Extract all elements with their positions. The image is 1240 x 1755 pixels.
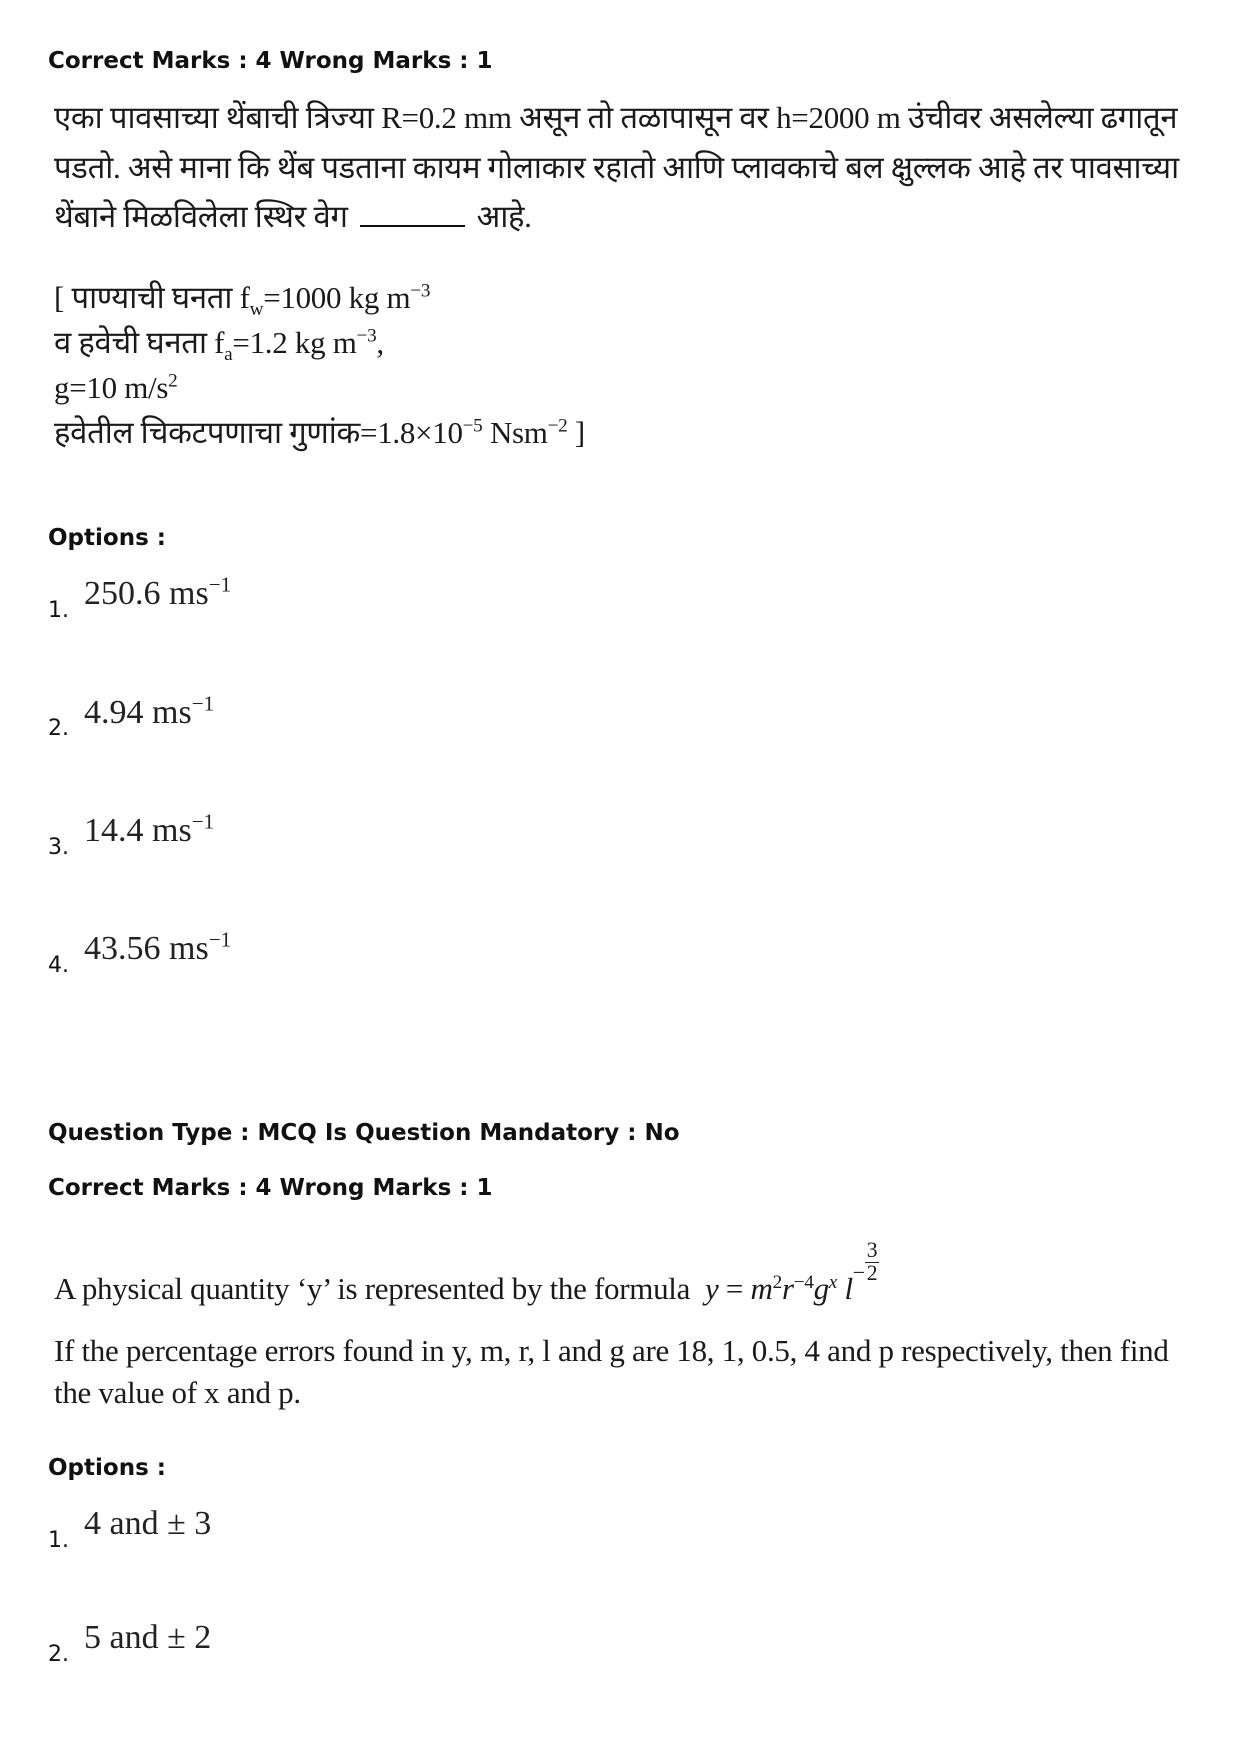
- q1-option-3-sup: −1: [191, 809, 215, 834]
- fraction-denominator: 2: [866, 1260, 878, 1285]
- q1-option-4[interactable]: [84, 927, 232, 968]
- q1-line-1: एका पावसाच्या थेंबाची त्रिज्या R=0.2 mm असून तो तळापासून वर h=2000 m उंचीवर असलेल्या ढगातून: [54, 100, 1178, 135]
- answer-blank: [360, 225, 465, 227]
- given-water-density: [54, 276, 585, 321]
- given-2-value: =1.2 kg m: [232, 324, 357, 360]
- given-air-density: [54, 321, 585, 366]
- q1-option-1[interactable]: [84, 572, 232, 613]
- formula-l-exp-fraction: [865, 1240, 880, 1284]
- q2-option-2[interactable]: 5 and ± 2: [84, 1619, 212, 1656]
- given-2-text: व हवेची घनता f: [54, 324, 225, 360]
- given-1-sub: w: [249, 299, 264, 321]
- given-1-value: =1000 kg m: [263, 280, 411, 315]
- q1-question-text: [54, 100, 1179, 235]
- given-2-end: ,: [376, 324, 384, 360]
- formula-g-exp: x: [828, 1271, 837, 1293]
- q1-line-3-end: आहे.: [476, 199, 532, 235]
- given-2-sup: −3: [356, 325, 377, 347]
- given-4-sup-2: −2: [547, 415, 568, 437]
- formula-r-exp: −4: [793, 1271, 814, 1293]
- q2-option-1[interactable]: 4 and ± 3: [84, 1505, 212, 1542]
- given-1-sup: −3: [410, 280, 431, 302]
- formula-r: r: [781, 1271, 794, 1307]
- q2-question-text: [54, 1240, 1169, 1410]
- q1-option-2[interactable]: [84, 691, 215, 732]
- q1-option-2-sup: −1: [191, 691, 215, 716]
- given-3-text: g=10 m/s: [54, 369, 169, 405]
- q2-option-2-number: 2.: [48, 1642, 69, 1667]
- given-viscosity: [54, 411, 585, 456]
- q2-line-2: If the percentage errors found in y, m, r, l and g are 18, 1, 0.5, 4 and p respectively, then find: [54, 1332, 1169, 1368]
- q1-line-3-text: थेंबाने मिळविलेला स्थिर वेग: [54, 199, 348, 235]
- q1-option-4-value: 43.56 ms: [84, 930, 209, 967]
- q1-given-values: [54, 276, 585, 456]
- q1-option-1-sup: −1: [208, 572, 232, 597]
- given-3-sup: 2: [168, 370, 178, 392]
- given-1-text: [ पाण्याची घनता f: [54, 280, 250, 315]
- q1-marks: Correct Marks : 4 Wrong Marks : 1: [48, 48, 493, 74]
- q1-line-3: [54, 199, 1179, 235]
- q1-option-2-value: 4.94 ms: [84, 694, 192, 731]
- q1-option-4-number: 4.: [48, 953, 69, 978]
- q1-line-2: पडतो. असे माना कि थेंब पडताना कायम गोलाकार रहातो आणि प्लावकाचे बल क्षुल्लक आहे तर पावसाच्या: [54, 149, 1179, 185]
- q1-option-2-number: 2.: [48, 716, 69, 741]
- q1-options-label: Options :: [48, 525, 166, 551]
- q2-line-3: the value of x and p.: [54, 1374, 301, 1410]
- q1-option-3-number: 3.: [48, 835, 69, 860]
- formula-g: g: [813, 1271, 829, 1307]
- q2-options-label: Options :: [48, 1455, 166, 1481]
- q1-option-4-sup: −1: [208, 927, 232, 952]
- formula-l-exp-sign: −: [852, 1260, 865, 1285]
- q2-line-1-text: A physical quantity ‘y’ is represented by the formula: [54, 1271, 691, 1307]
- q1-option-1-number: 1.: [48, 598, 69, 623]
- formula-equals: =: [718, 1271, 751, 1307]
- q2-line-1: [54, 1240, 1169, 1307]
- formula-m: m: [750, 1271, 773, 1307]
- formula-l: l: [844, 1271, 853, 1307]
- given-2-sub: a: [224, 344, 233, 366]
- formula-y: y: [704, 1271, 719, 1307]
- q2-type-line: Question Type : MCQ Is Question Mandatory : No: [48, 1120, 680, 1146]
- fraction-numerator: 3: [866, 1238, 878, 1262]
- q1-option-3-value: 14.4 ms: [84, 812, 192, 849]
- given-gravity: [54, 366, 585, 411]
- q1-option-1-value: 250.6 ms: [84, 575, 209, 612]
- q1-option-3[interactable]: [84, 809, 215, 850]
- formula-m-exp: 2: [772, 1271, 782, 1293]
- q2-marks: Correct Marks : 4 Wrong Marks : 1: [48, 1175, 493, 1201]
- given-4-text: हवेतील चिकटपणाचा गुणांक=1.8×10: [54, 414, 463, 450]
- q2-option-1-number: 1.: [48, 1528, 69, 1553]
- given-4-end: ]: [567, 414, 585, 450]
- given-4-sup-1: −5: [462, 415, 483, 437]
- given-4-unit: Nsm: [482, 414, 548, 450]
